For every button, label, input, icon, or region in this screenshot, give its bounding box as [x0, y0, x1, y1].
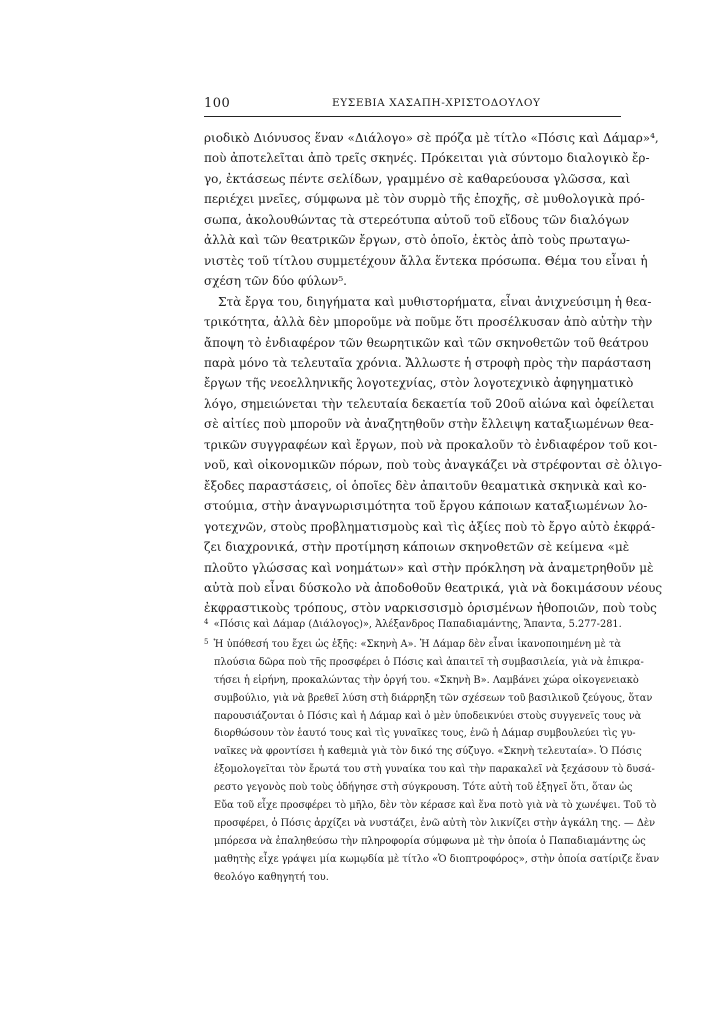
- footnote-line: διορθώσουν τὸν ἑαυτό τους καὶ τὶς γυναῖκες τους, ἐνῶ ἡ Δάμαρ συμβουλεύει τὶς γυ-: [214, 728, 636, 740]
- body-line: παρὰ μόνο τὰ τελευταῖα χρόνια. Ἄλλωστε ἡ στροφὴ πρὸς τὴν παράσταση: [204, 355, 651, 370]
- body-line: ριοδικὸ Διόνυσος ἕναν «Διάλογο» σὲ πρόζα μὲ τίτλο «Πόσις καὶ Δάμαρ»⁴,: [204, 131, 659, 145]
- footnote-line: παρουσιάζονται ὁ Πόσις καὶ ἡ Δάμαρ καὶ ὁ μὲν ὑποδεικνύει στοὺς συγγενεῖς τους νὰ: [214, 710, 642, 722]
- footnote-line: μπόρεσα νὰ ἐπαληθεύσω τὴν πληροφορία σύμφωνα μὲ τὴν ὁποία ὁ Παπαδιαμάντης ὡς: [214, 835, 646, 847]
- page-header: [204, 94, 621, 117]
- footnotes: [204, 614, 660, 887]
- body-line: πλοῦτο γλώσσας καὶ νοημάτων» καὶ στὴν πρόκληση νὰ ἀναμετρηθοῦν μὲ: [204, 560, 654, 575]
- body-line: τρικότητα, ἀλλὰ δὲν μποροῦμε νὰ ποῦμε ὅτι προσέλκυσαν ἀπὸ αὐτὴν τὴν: [204, 315, 653, 330]
- body-line: αὐτὰ ποὺ εἶναι δύσκολο νὰ ἀποδοθοῦν θεατρικά, γιὰ νὰ δοκιμάσουν νέους: [204, 580, 663, 595]
- footnote-4: [204, 614, 621, 634]
- body-line: ἄποψη τὸ ἐνδιαφέρον τῶν θεωρητικῶν καὶ τῶν σκηνοθετῶν τοῦ θεάτρου: [204, 335, 649, 350]
- footnote-marker: 4: [204, 618, 209, 626]
- body-line: τρικῶν συγγραφέων καὶ ἔργων, ποὺ νὰ προκαλοῦν τὸ ἐνδιαφέρον τοῦ κοι-: [204, 437, 658, 452]
- body-line: ἔργων τῆς νεοελληνικῆς λογοτεχνίας, στὸν λογοτεχνικὸ ἀφηγηματικὸ: [204, 376, 634, 391]
- body-line: ζει διαχρονικά, στὴν προτίμηση κάποιων σκηνοθετῶν σὲ κείμενα «μὲ: [204, 540, 630, 555]
- footnote-line: τήσει ἡ εἰρήνη, προκαλώντας τὴν ὀργή του. «Σκηνὴ Β». Λαμβάνει χώρα οἰκογενειακὸ: [214, 674, 639, 686]
- footnote-line: ἐξομολογεῖται τὸν ἔρωτά του στὴ γυναίκα του καὶ τὴν παρακαλεῖ νὰ ξεχάσουν τὸ δυσά-: [214, 764, 655, 776]
- footnote-line: ναῖκες νὰ φροντίσει ἡ καθεμιὰ γιὰ τὸν δικό της σύζυγο. «Σκηνὴ τελευταία». Ὁ Πόσις: [214, 746, 642, 758]
- body-line: ἀλλὰ καὶ τῶν θεατρικῶν ἔργων, στὸ ὁποῖο, ἐκτὸς ἀπὸ τοὺς πρωταγω-: [204, 233, 630, 248]
- body-line: ποὺ ἀποτελεῖται ἀπὸ τρεῖς σκηνές. Πρόκειται γιὰ σύντομο διαλογικὸ ἔρ-: [204, 151, 650, 166]
- footnote-marker: 5: [204, 637, 209, 646]
- footnote-text: «Πόσις καὶ Δάμαρ (Διάλογος)», Ἀλέξανδρος Παπαδιαμάντης, Ἄπαντα, 5.277-281.: [213, 619, 622, 630]
- body-line: γο, ἐκτάσεως πέντε σελίδων, γραμμένο σὲ καθαρεύουσα γλῶσσα, καὶ: [204, 171, 631, 186]
- body-line: στούμια, στὴν ἀναγνωρισιμότητα τοῦ ἔργου κάποιων καταξιωμένων λο-: [204, 499, 648, 514]
- footnote-text: Ἡ ὑπόθεσή του ἔχει ὡς ἑξῆς: «Σκηνὴ Α». Ἡ Δάμαρ δὲν εἶναι ἱκανοποιημένη μὲ τὰ: [213, 638, 621, 650]
- body-line: σὲ αἰτίες ποὺ μποροῦν νὰ ἀναζητηθοῦν στὴν ἔλλειψη καταξιωμένων θεα-: [204, 417, 654, 432]
- body-line: γοτεχνῶν, στοὺς προβληματισμοὺς καὶ τὶς ἀξίες ποὺ τὸ ἔργο αὐτὸ ἐκφρά-: [204, 519, 656, 534]
- body-line: περιέχει μνεῖες, σύμφωνα μὲ τὸν συρμὸ τῆς ἐποχῆς, σὲ μυθολογικὰ πρό-: [204, 192, 645, 207]
- body-text: [204, 128, 663, 619]
- footnote-line: θεολόγο καθηγητή του.: [214, 871, 329, 883]
- body-line: λόγο, σημειώνεται τὴν τελευταία δεκαετία τοῦ 20οῦ αἰώνα καὶ ὀφείλεται: [204, 396, 655, 411]
- footnote-line: μαθητὴς εἶχε γράψει μία κωμῳδία μὲ τίτλο «Ὁ διοπτροφόρος», στὴν ὁποία σατίριζε ἕναν: [214, 853, 660, 865]
- body-line: νοῦ, καὶ οἰκονομικῶν πόρων, ποὺ τοὺς ἀναγκάζει νὰ στρέφονται σὲ ὀλιγο-: [204, 458, 662, 473]
- footnote-line: Εὔα τοῦ εἶχε προσφέρει τὸ μῆλο, δὲν τὸν κέρασε καὶ ἕνα ποτὸ γιὰ νὰ τὸ χωνέψει. Τοῦ τὸ: [214, 800, 657, 812]
- page-number: 100: [204, 96, 231, 111]
- running-head: ΕΥΣΕΒΙΑ ΧΑΣΑΠΗ-ΧΡΙΣΤΟΔΟΥΛΟΥ: [332, 97, 541, 109]
- body-line: ἐκφραστικοὺς τρόπους, στὸν ναρκισσισμὸ ὁρισμένων ἠθοποιῶν, ποὺ τοὺς: [204, 601, 657, 616]
- footnote-line: συμβούλιο, γιὰ νὰ βρεθεῖ λύση στὴ διάρρηξη τῶν σχέσεων τοῦ βασιλικοῦ ζεύγους, ὅταν: [214, 692, 653, 704]
- body-line: Στὰ ἔργα του, διηγήματα καὶ μυθιστορήματα, εἶναι ἀνιχνεύσιμη ἡ θεα-: [218, 294, 652, 309]
- footnote-line: ρεστο γεγονὸς ποὺ τοὺς ὁδήγησε στὴ σύγκρουση. Τότε αὐτὴ τοῦ ἐξηγεῖ ὅτι, ὅταν ὡς: [214, 782, 633, 794]
- body-line: νιστὲς τοῦ τίτλου συμμετέχουν ἄλλα ἕντεκα πρόσωπα. Θέμα του εἶναι ἡ: [204, 253, 648, 268]
- footnote-5: [204, 634, 621, 654]
- footnote-line: πλούσια δῶρα ποὺ τῆς προσφέρει ὁ Πόσις καὶ ἀπαιτεῖ τὴ συμβασιλεία, γιὰ νὰ ἐπικρα-: [214, 656, 644, 668]
- body-line: σχέση τῶν δύο φύλων⁵.: [204, 274, 347, 289]
- body-line: σωπα, ἀκολουθώντας τὰ στερεότυπα αὐτοῦ τοῦ εἴδους τῶν διαλόγων: [204, 212, 630, 227]
- body-line: ἔξοδες παραστάσεις, οἱ ὁποῖες δὲν ἀπαιτοῦν θεαματικὰ σκηνικὰ καὶ κο-: [204, 478, 647, 493]
- footnote-line: προσφέρει, ὁ Πόσις ἀρχίζει νὰ νυστάζει, ἐνῶ αὐτὴ τὸν λικνίζει στὴν ἀγκάλη της. — Δὲν: [214, 817, 656, 829]
